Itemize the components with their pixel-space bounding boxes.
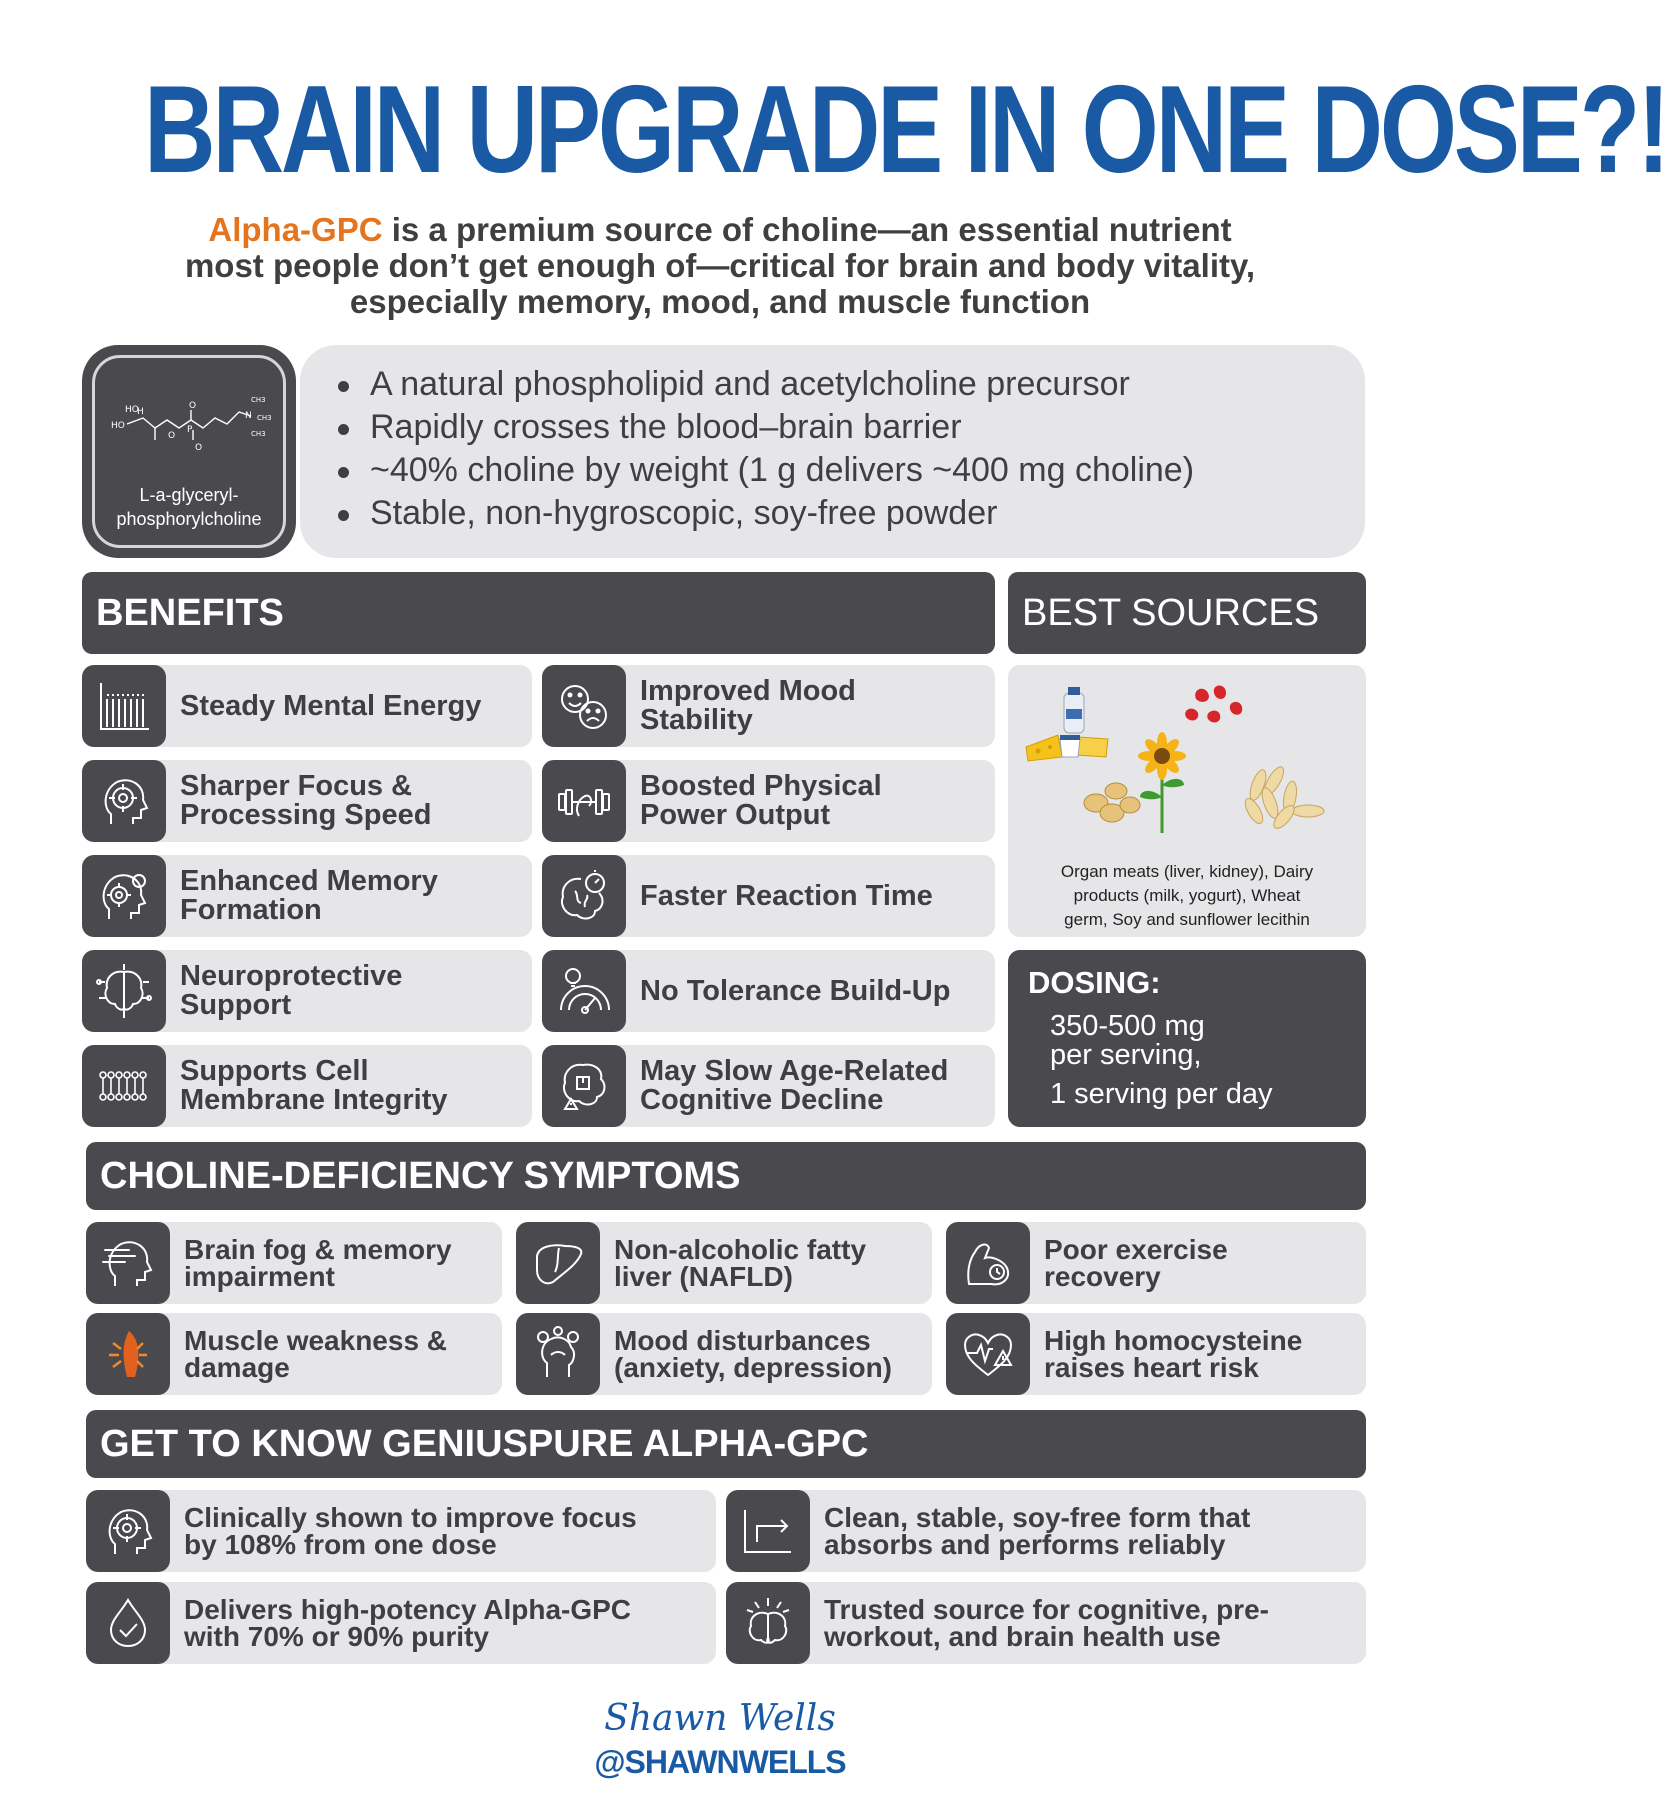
benefit-tile (82, 665, 532, 747)
benefit-tile (542, 950, 995, 1032)
symptom-tile (516, 1313, 932, 1395)
brain-stopwatch-icon (555, 867, 613, 925)
symptom-tile (516, 1222, 932, 1304)
benefit-label: May Slow Age-Related (640, 1055, 949, 1087)
product-label-2: by 108% from one dose (184, 1529, 497, 1560)
molecule-atom-ho: HO (111, 421, 125, 431)
symptom-label: Non-alcoholic fatty (614, 1234, 867, 1265)
dosing-amount: 350-500 mg (1050, 1010, 1205, 1042)
product-tile (86, 1582, 716, 1664)
fact-item: A natural phospholipid and acetylcholine precursor (334, 363, 1335, 406)
dumbbell-arm-icon (555, 772, 613, 830)
benefit-label: Sharper Focus & (180, 770, 413, 802)
fact-item: Rapidly crosses the blood–brain barrier (334, 406, 1335, 449)
flexed-arm-icon (959, 1234, 1017, 1292)
svg-text:Shawn Wells: Shawn Wells (604, 1698, 836, 1739)
molecule-atom-n: N (245, 411, 252, 421)
symptom-label: Mood disturbances (614, 1325, 871, 1356)
symptom-tile (946, 1313, 1366, 1395)
benefit-label: Faster Reaction Time (640, 879, 933, 912)
benefit-label: Enhanced Memory (180, 865, 438, 897)
food-sources-illustration (1008, 665, 1366, 855)
brain-fog-head-icon (99, 1234, 157, 1292)
symptom-label-2: raises heart risk (1044, 1352, 1259, 1383)
molecule-atom-ch3-1: CH3 (251, 396, 266, 404)
benefit-label-2: Power Output (640, 799, 831, 831)
product-label: Trusted source for cognitive, pre- (824, 1594, 1269, 1625)
benefit-tile (542, 855, 995, 937)
benefit-tile (542, 760, 995, 842)
symptom-label-2: impairment (184, 1261, 335, 1292)
symptom-label: Muscle weakness & (184, 1325, 448, 1356)
symptom-tile (86, 1313, 502, 1395)
molecule-atom-ch3-3: CH3 (251, 430, 266, 438)
signature (600, 1690, 840, 1751)
benefit-label-2: Stability (640, 704, 753, 736)
milk-bottle-icon (1064, 687, 1084, 733)
fact-item: ~40% choline by weight (1 g delivers ~400 mg choline) (334, 449, 1335, 492)
product-label: Clean, stable, soy-free form that (824, 1502, 1251, 1533)
product-label: Clinically shown to improve focus (184, 1502, 637, 1533)
symptom-tile (86, 1222, 502, 1304)
absorb-arrow-icon (739, 1502, 797, 1560)
product-tile (726, 1490, 1366, 1572)
symptom-label-2: damage (184, 1352, 290, 1383)
symptoms-header: CHOLINE-DEFICIENCY SYMPTOMS (86, 1142, 1366, 1210)
fact-item: Stable, non-hygroscopic, soy-free powder (334, 492, 1335, 535)
dosing-frequency: 1 serving per day (1050, 1078, 1273, 1110)
product-label-2: workout, and brain health use (824, 1621, 1221, 1652)
benefit-tile (82, 855, 532, 937)
product-tile (86, 1490, 716, 1572)
molecule-atom-o3: O (195, 443, 203, 453)
focus-head-icon (99, 1502, 157, 1560)
benefit-tile (82, 950, 532, 1032)
benefit-label-2: Support (180, 989, 292, 1021)
benefit-label-2: Membrane Integrity (180, 1084, 448, 1116)
wheat-germ-icon (1242, 764, 1324, 831)
molecule-atom-ho2: HO (125, 405, 139, 415)
benefits-header: BENEFITS (82, 572, 995, 654)
trusted-brain-icon (739, 1594, 797, 1652)
benefit-label: No Tolerance Build-Up (640, 974, 951, 1007)
bar-chart-icon (95, 677, 153, 735)
benefit-label: Neuroprotective (180, 960, 403, 992)
memory-gear-head-icon (95, 867, 153, 925)
gauge-bulb-icon (555, 962, 613, 1020)
symptom-label: Poor exercise (1044, 1234, 1228, 1265)
molecule-structure-icon (105, 372, 275, 472)
liver-icon (529, 1234, 587, 1292)
molecule-label-2: phosphorylcholine (116, 509, 262, 529)
benefit-label: Boosted Physical (640, 770, 882, 802)
dosing-card (1008, 950, 1366, 1127)
brain-warning-icon (555, 1057, 613, 1115)
intro-line-2: most people don’t get enough of—critical for brain and body vitality, (184, 247, 1256, 284)
symptom-tile (946, 1222, 1366, 1304)
benefit-label: Improved Mood (640, 675, 856, 707)
benefit-tile (542, 665, 995, 747)
muscle-icon (99, 1325, 157, 1383)
sunflower-icon (1138, 732, 1186, 833)
dosing-header: DOSING: (1028, 965, 1161, 1000)
social-handle: @SHAWNWELLS (594, 1744, 846, 1780)
dosing-per-serving: per serving, (1050, 1039, 1202, 1071)
benefit-label: Supports Cell (180, 1055, 369, 1087)
page-title: BRAIN UPGRADE IN ONE DOSE?! (144, 61, 1667, 199)
molecule-atom-o1: O (168, 431, 176, 441)
molecule-card (82, 345, 296, 558)
symptom-label: High homocysteine (1044, 1325, 1303, 1356)
sources-caption-3: germ, Soy and sunflower lecithin (1064, 910, 1310, 929)
benefit-tile (542, 1045, 995, 1127)
product-label: Delivers high-potency Alpha-GPC (184, 1594, 632, 1625)
organ-meat-icon (1185, 686, 1242, 723)
product-label-2: absorbs and performs reliably (824, 1529, 1226, 1560)
molecule-atom-p: P (187, 425, 193, 435)
benefit-label-2: Formation (180, 894, 322, 926)
molecule-atom-o2: O (189, 401, 197, 411)
benefit-label: Steady Mental Energy (180, 689, 482, 722)
focus-head-icon (95, 772, 153, 830)
sources-caption-1: Organ meats (liver, kidney), Dairy (1060, 862, 1314, 881)
benefit-tile (82, 1045, 532, 1127)
heart-warning-icon (959, 1325, 1017, 1383)
signature-logo (600, 1690, 840, 1746)
mood-faces-icon (555, 677, 613, 735)
molecule-label-1: L-a-glyceryl- (139, 485, 239, 505)
sources-caption-2: products (milk, yogurt), Wheat (1073, 886, 1301, 905)
neural-brain-icon (95, 962, 153, 1020)
purity-drop-check-icon (99, 1594, 157, 1652)
symptom-label-2: (anxiety, depression) (614, 1352, 893, 1383)
benefit-tile (82, 760, 532, 842)
brand-name: Alpha-GPC (208, 211, 383, 248)
key-facts-card (300, 345, 1365, 558)
product-header: GET TO KNOW GENIUSPURE ALPHA-GPC (86, 1410, 1366, 1478)
yogurt-icon (1060, 735, 1080, 757)
cell-membrane-icon (95, 1057, 153, 1115)
symptom-label-2: liver (NAFLD) (614, 1261, 793, 1292)
benefit-label-2: Processing Speed (180, 799, 432, 831)
benefit-label-2: Cognitive Decline (640, 1084, 884, 1116)
intro-line-3: especially memory, mood, and muscle function (349, 283, 1091, 320)
symptom-label: Brain fog & memory (184, 1234, 452, 1265)
molecule-atom-ch3-2: CH3 (257, 414, 272, 422)
mood-brain-icon (529, 1325, 587, 1383)
product-tile (726, 1582, 1366, 1664)
intro-line-1: is a premium source of choline—an essential nutrient (382, 211, 1232, 248)
symptom-label-2: recovery (1044, 1261, 1161, 1292)
best-sources-card (1008, 665, 1366, 937)
best-sources-header: BEST SOURCES (1008, 572, 1366, 654)
product-label-2: with 70% or 90% purity (184, 1621, 489, 1652)
key-facts-list (334, 363, 1335, 535)
molecule-atom-h: H (137, 407, 144, 417)
soybean-icon (1084, 783, 1140, 822)
intro-text (90, 212, 1350, 320)
